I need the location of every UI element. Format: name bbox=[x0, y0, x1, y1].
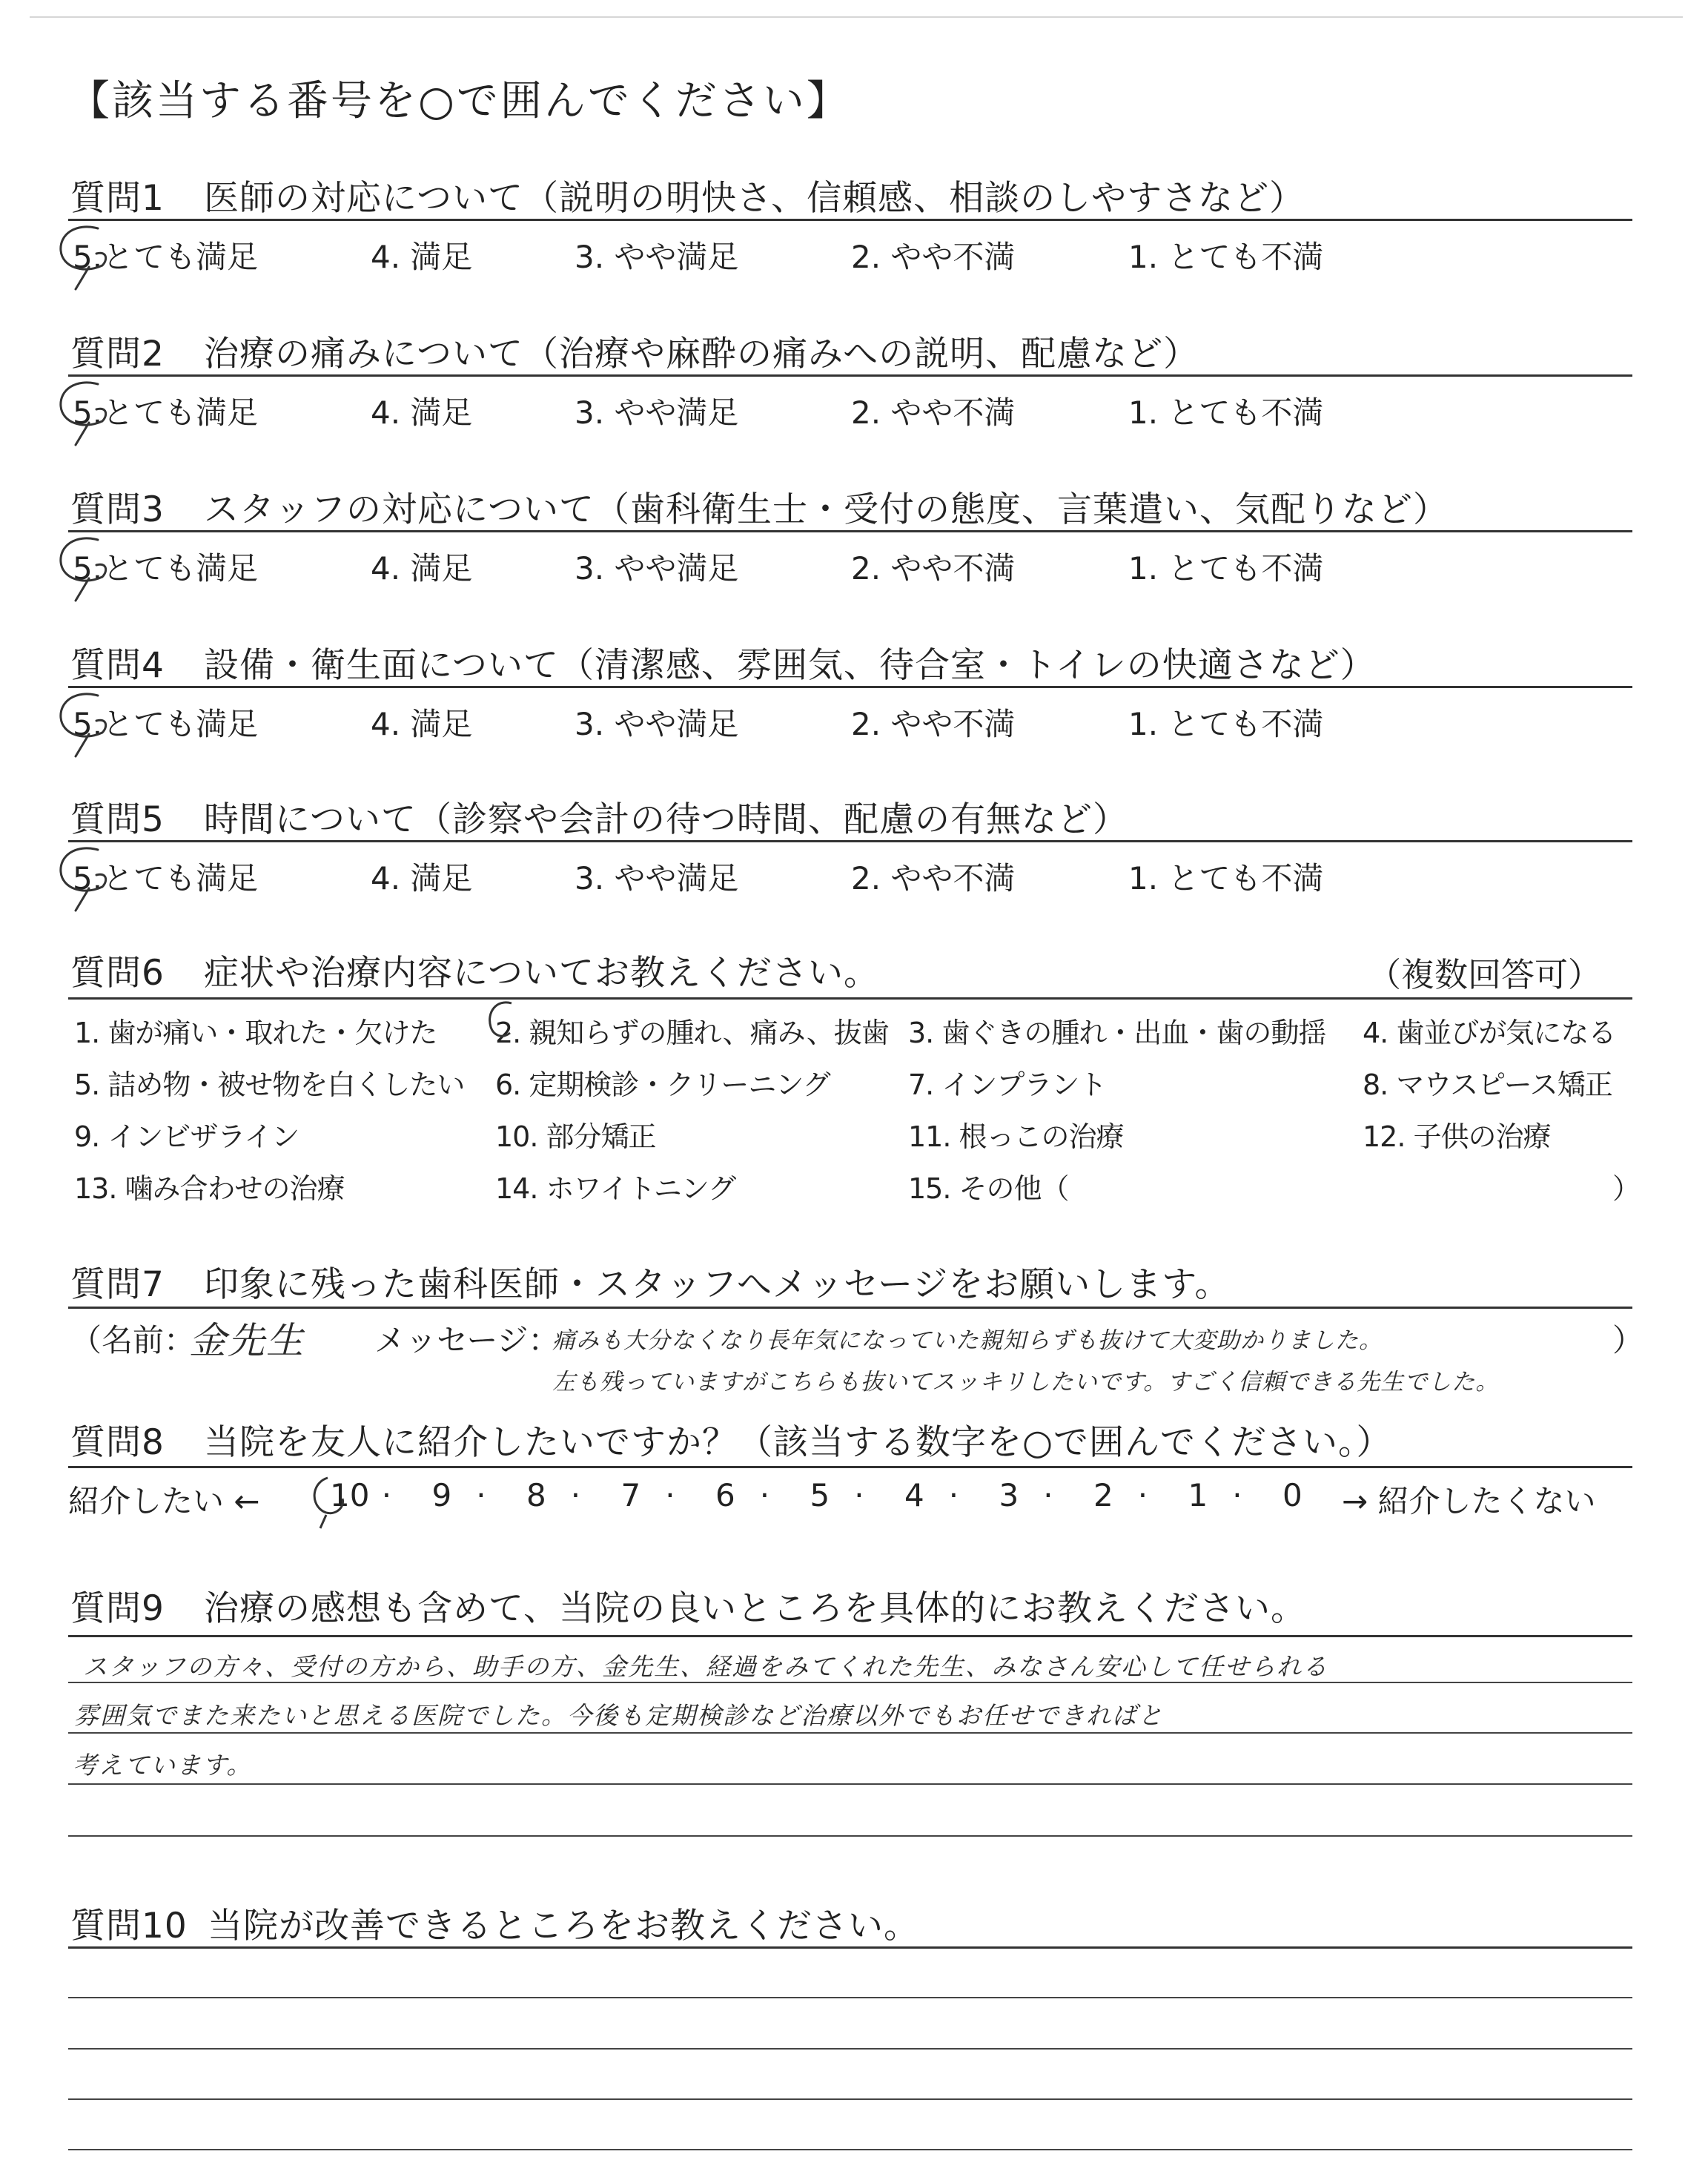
q5-option-5[interactable]: 5.とても満足 bbox=[73, 860, 259, 896]
q8-scale-separator: · bbox=[381, 1477, 392, 1513]
q6-option-9[interactable]: 9. インビザライン bbox=[74, 1120, 299, 1153]
q1-option-4[interactable]: 4. 満足 bbox=[371, 239, 473, 275]
q6-other-close-paren: ） bbox=[1612, 1172, 1641, 1205]
q3-question: スタッフの対応について（歯科衛生士・受付の態度、言葉遣い、気配りなど） bbox=[204, 489, 1449, 530]
q6-option-2[interactable]: 2. 親知らずの腫れ、痛み、抜歯 bbox=[495, 1017, 889, 1049]
q6-option-8[interactable]: 8. マウスピース矯正 bbox=[1363, 1069, 1612, 1101]
q8-rule bbox=[68, 1466, 1632, 1468]
q8-scale-separator: · bbox=[665, 1477, 675, 1513]
q2-option-5[interactable]: 5.とても満足 bbox=[73, 394, 259, 431]
q7-name-value: 金先生 bbox=[189, 1319, 305, 1362]
q10-number: 質問10 bbox=[70, 1906, 188, 1946]
q8-question: 当院を友人に紹介したいですか？（該当する数字を○で囲んでください。） bbox=[204, 1422, 1392, 1463]
q8-hand-circle-mark bbox=[305, 1472, 365, 1531]
q8-right-label: → 紹介したくない bbox=[1342, 1483, 1596, 1519]
q5-option-1[interactable]: 1. とても不満 bbox=[1128, 860, 1324, 896]
q2-hand-circle-mark bbox=[53, 377, 120, 447]
q3-option-2[interactable]: 2. やや不満 bbox=[851, 550, 1016, 587]
q10-line bbox=[68, 2048, 1632, 2050]
q7-number: 質問7 bbox=[70, 1264, 165, 1305]
q8-scale-separator: · bbox=[570, 1477, 581, 1513]
q6-rule bbox=[68, 997, 1632, 1000]
q4-option-4[interactable]: 4. 満足 bbox=[371, 706, 473, 742]
q4-option-1[interactable]: 1. とても不満 bbox=[1128, 706, 1324, 742]
q3-number: 質問3 bbox=[70, 489, 165, 530]
q10-line bbox=[68, 2149, 1632, 2150]
q2-option-4[interactable]: 4. 満足 bbox=[371, 394, 473, 431]
q10-line bbox=[68, 2098, 1632, 2100]
q9-line bbox=[68, 1682, 1632, 1683]
q6-option-6[interactable]: 6. 定期検診・クリーニング bbox=[495, 1069, 830, 1101]
q10-question: 当院が改善できるところをお教えください。 bbox=[208, 1906, 919, 1946]
q4-rule bbox=[68, 686, 1632, 688]
q3-hand-circle-mark bbox=[53, 532, 120, 603]
q4-option-3[interactable]: 3. やや満足 bbox=[575, 706, 739, 742]
q7-message-line-1: 痛みも大分なくなり長年気になっていた親知らずも抜けて大変助かりました。 bbox=[552, 1327, 1383, 1354]
q8-scale-separator: · bbox=[476, 1477, 486, 1513]
q5-question: 時間について（診察や会計の待つ時間、配慮の有無など） bbox=[204, 799, 1129, 840]
q8-scale-5[interactable]: 5 bbox=[810, 1477, 830, 1513]
q5-option-3[interactable]: 3. やや満足 bbox=[575, 860, 739, 896]
q4-option-5[interactable]: 5.とても満足 bbox=[73, 706, 259, 742]
q3-option-1[interactable]: 1. とても不満 bbox=[1128, 550, 1324, 587]
q9-rule bbox=[68, 1635, 1632, 1637]
q1-header bbox=[70, 171, 1305, 220]
q10-rule bbox=[68, 1946, 1632, 1949]
q7-close-paren: ） bbox=[1612, 1322, 1644, 1358]
q8-scale-separator: · bbox=[759, 1477, 770, 1513]
q8-scale-2[interactable]: 2 bbox=[1093, 1477, 1113, 1513]
q10-line bbox=[68, 1997, 1632, 1998]
q9-answer-line-1: スタッフの方々、受付の方から、助手の方、金先生、経過をみてくれた先生、みなさん安心して任せられる bbox=[83, 1652, 1328, 1681]
q2-question: 治療の痛みについて（治療や麻酔の痛みへの説明、配慮など） bbox=[204, 334, 1199, 374]
q9-line bbox=[68, 1835, 1632, 1837]
q5-header bbox=[70, 792, 1128, 842]
q3-option-5[interactable]: 5.とても満足 bbox=[73, 550, 259, 587]
q8-scale-separator: · bbox=[1043, 1477, 1053, 1513]
q6-option-14[interactable]: 14. ホワイトニング bbox=[495, 1172, 736, 1205]
q3-rule bbox=[68, 530, 1632, 532]
q6-question: 症状や治療内容についてお教えください。 bbox=[204, 953, 880, 994]
q2-header bbox=[70, 326, 1199, 376]
q4-hand-circle-mark bbox=[53, 688, 120, 759]
q4-number: 質問4 bbox=[70, 645, 165, 686]
q2-number: 質問2 bbox=[70, 334, 165, 374]
q1-option-1[interactable]: 1. とても不満 bbox=[1128, 239, 1324, 275]
q6-option-13[interactable]: 13. 噛み合わせの治療 bbox=[74, 1172, 345, 1205]
q8-left-label: 紹介したい ← bbox=[68, 1483, 260, 1519]
q8-scale-9[interactable]: 9 bbox=[431, 1477, 452, 1513]
page-heading: 【該当する番号を○で囲んでください】 bbox=[68, 77, 850, 125]
q1-question: 医師の対応について（説明の明快さ、信頼感、相談のしやすさなど） bbox=[204, 178, 1305, 219]
q8-scale-1[interactable]: 1 bbox=[1188, 1477, 1208, 1513]
q1-number: 質問1 bbox=[70, 178, 165, 219]
q5-rule bbox=[68, 840, 1632, 842]
q8-scale-8[interactable]: 8 bbox=[526, 1477, 546, 1513]
q9-answer-line-3: 考えています。 bbox=[73, 1751, 253, 1780]
q5-hand-circle-mark bbox=[53, 842, 120, 913]
q4-option-2[interactable]: 2. やや不満 bbox=[851, 706, 1016, 742]
q10-header bbox=[70, 1898, 919, 1948]
q8-scale-separator: · bbox=[1137, 1477, 1148, 1513]
q6-option-7[interactable]: 7. インプラント bbox=[908, 1069, 1107, 1101]
q6-option-12[interactable]: 12. 子供の治療 bbox=[1363, 1120, 1551, 1153]
q7-message-line-2: 左も残っていますがこちらも抜いてスッキリしたいです。すごく信頼できる先生でした。 bbox=[552, 1369, 1500, 1396]
q9-line bbox=[68, 1783, 1632, 1785]
q8-scale-6[interactable]: 6 bbox=[715, 1477, 735, 1513]
q9-question: 治療の感想も含めて、当院の良いところを具体的にお教えください。 bbox=[204, 1588, 1307, 1629]
q1-rule bbox=[68, 219, 1632, 221]
q2-option-3[interactable]: 3. やや満足 bbox=[575, 394, 739, 431]
q6-option-5[interactable]: 5. 詰め物・被せ物を白くしたい bbox=[74, 1069, 465, 1101]
q2-option-2[interactable]: 2. やや不満 bbox=[851, 394, 1016, 431]
q7-name-label: （名前： bbox=[70, 1322, 196, 1358]
q7-question: 印象に残った歯科医師・スタッフへメッセージをお願いします。 bbox=[204, 1264, 1231, 1305]
q4-question: 設備・衛生面について（清潔感、雰囲気、待合室・トイレの快適さなど） bbox=[204, 645, 1376, 686]
q8-header bbox=[70, 1415, 1392, 1464]
q6-multiple-answer-note: （複数回答可） bbox=[1368, 955, 1602, 994]
q9-number: 質問9 bbox=[70, 1588, 165, 1629]
q9-answer-line-2: 雰囲気でまた来たいと思える医院でした。今後も定期検診など治療以外でもお任せできればと bbox=[74, 1701, 1164, 1730]
q6-option-15[interactable]: 15. その他（ bbox=[908, 1172, 1069, 1205]
q1-option-2[interactable]: 2. やや不満 bbox=[851, 239, 1016, 275]
q9-header bbox=[70, 1581, 1306, 1631]
q1-hand-circle-mark bbox=[53, 221, 120, 291]
q7-message-label: メッセージ： bbox=[374, 1322, 560, 1358]
q8-scale-4[interactable]: 4 bbox=[904, 1477, 924, 1513]
q2-rule bbox=[68, 374, 1632, 377]
q6-option-1[interactable]: 1. 歯が痛い・取れた・欠けた bbox=[74, 1017, 437, 1049]
q8-number: 質問8 bbox=[70, 1422, 165, 1463]
q7-header bbox=[70, 1257, 1230, 1307]
q8-scale-separator: · bbox=[1232, 1477, 1242, 1513]
q6-option-10[interactable]: 10. 部分矯正 bbox=[495, 1120, 656, 1153]
q8-scale-10[interactable]: 10 bbox=[330, 1477, 370, 1513]
q5-option-4[interactable]: 4. 満足 bbox=[371, 860, 473, 896]
q6-hand-circle-mark bbox=[482, 997, 526, 1049]
q3-option-4[interactable]: 4. 満足 bbox=[371, 550, 473, 587]
q5-option-2[interactable]: 2. やや不満 bbox=[851, 860, 1016, 896]
q6-header bbox=[70, 945, 879, 995]
q1-option-3[interactable]: 3. やや満足 bbox=[575, 239, 739, 275]
q3-option-3[interactable]: 3. やや満足 bbox=[575, 550, 739, 587]
q1-option-5[interactable]: 5.とても満足 bbox=[73, 239, 259, 275]
q8-scale-0[interactable]: 0 bbox=[1282, 1477, 1302, 1513]
q8-scale-separator: · bbox=[854, 1477, 864, 1513]
q5-number: 質問5 bbox=[70, 799, 165, 840]
q4-header bbox=[70, 638, 1376, 687]
page-top-border bbox=[30, 16, 1683, 18]
q6-option-11[interactable]: 11. 根っこの治療 bbox=[908, 1120, 1124, 1153]
q6-option-4[interactable]: 4. 歯並びが気になる bbox=[1363, 1017, 1616, 1049]
q8-scale-separator: · bbox=[948, 1477, 959, 1513]
q7-rule bbox=[68, 1307, 1632, 1309]
q8-scale-3[interactable]: 3 bbox=[999, 1477, 1019, 1513]
q2-option-1[interactable]: 1. とても不満 bbox=[1128, 394, 1324, 431]
q3-header bbox=[70, 482, 1449, 532]
q6-number: 質問6 bbox=[70, 953, 165, 994]
q6-option-3[interactable]: 3. 歯ぐきの腫れ・出血・歯の動揺 bbox=[908, 1017, 1326, 1049]
q9-line bbox=[68, 1732, 1632, 1734]
q8-scale-7[interactable]: 7 bbox=[620, 1477, 641, 1513]
